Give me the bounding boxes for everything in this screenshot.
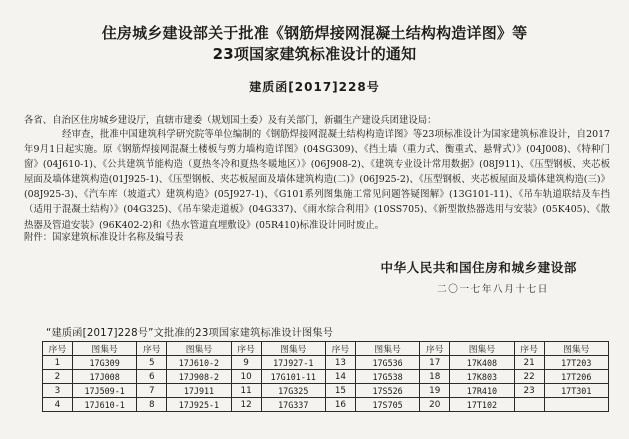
table-row	[43, 384, 609, 398]
seq-cell: 17	[420, 356, 450, 370]
table-header-row	[43, 342, 609, 356]
standards-table	[42, 341, 609, 412]
header-code: 图集号	[167, 342, 231, 356]
header-code: 图集号	[261, 342, 325, 356]
seq-cell: 16	[325, 398, 355, 412]
table-row	[43, 398, 609, 412]
seq-cell: 1	[43, 356, 73, 370]
code-cell: 17J927-1	[261, 356, 325, 370]
header-seq: 序号	[231, 342, 261, 356]
table-row	[43, 356, 609, 370]
code-cell: 17G101-11	[261, 370, 325, 384]
seq-cell: 9	[231, 356, 261, 370]
code-cell: 17S526	[355, 384, 419, 398]
seq-cell: 10	[231, 370, 261, 384]
document-number: 建质函[2017]228号	[249, 80, 380, 94]
seq-cell: 4	[43, 398, 73, 412]
attachment-line: 附件：国家建筑标准设计名称及编号表	[24, 232, 184, 243]
code-cell: 17T206	[544, 370, 608, 384]
seq-cell: 14	[325, 370, 355, 384]
code-cell: 17J008	[72, 370, 136, 384]
code-cell	[544, 398, 608, 412]
addressee: 各省、自治区住房城乡建设厅，直辖市建委（规划国土委）及有关部门，新疆生产建设兵团建设局：	[24, 115, 437, 126]
header-code: 图集号	[544, 342, 608, 356]
seq-cell: 20	[420, 398, 450, 412]
issuing-authority: 中华人民共和国住房和城乡建设部	[380, 260, 577, 275]
seq-cell: 19	[420, 384, 450, 398]
code-cell: 17G309	[72, 356, 136, 370]
seq-cell: 2	[43, 370, 73, 384]
seq-cell: 7	[137, 384, 167, 398]
header-code: 图集号	[450, 342, 514, 356]
seq-cell: 22	[514, 370, 544, 384]
seq-cell: 12	[231, 398, 261, 412]
table-row	[43, 370, 609, 384]
code-cell: 17J925-1	[167, 398, 231, 412]
header-seq: 序号	[43, 342, 73, 356]
code-cell: 17G337	[261, 398, 325, 412]
code-cell: 17J610-1	[72, 398, 136, 412]
seq-cell: 3	[43, 384, 73, 398]
code-cell: 17G536	[355, 356, 419, 370]
code-cell: 17J911	[167, 384, 231, 398]
notice-title	[20, 23, 609, 65]
seq-cell: 21	[514, 356, 544, 370]
title-line-1: 住房城乡建设部关于批准《钢筋焊接网混凝土结构构造详图》等	[101, 24, 528, 42]
body-text: 经审查，批准中国建筑科学研究院等单位编制的《钢筋焊接网混凝土结构构造详图》等23项标准设计为国家建筑标准设计，自2017年9月1日起实施。原《钢筋焊接网混凝土楼板与剪力墙构造详图》(04SG309)、《挡土墙（重力式、衡重式、悬臂式）》(04J008)、《特种门窗》(04J610-1)、《公共建筑节能构造（夏热冬冷和夏热冬暖地区）》(06J908-2)、《建筑专业设计常用数据》(08J911)、《压型钢板、夹芯板屋面及墙体建筑构造(01J925-1)、《压型钢板、夹芯板屋面及墙体建筑构造(二)》(06J925-2)、《压型钢板、夹芯板屋面及墙体建筑构造(三)》(08J925-3)、《汽车库（坡道式）建筑构造》(05J927-1)、《G101系列图集施工常见问题答疑图解》(13G101-11)、《吊车轨道联结及车挡（适用于混凝土结构）》(04G325)、《吊车梁走道板》(04G337)、《雨水综合利用》(10SS705)、《新型散热器选用与安装》(05K405)、《散热器及管道安装》(96K402-2)和《热水管道直埋敷设》(05R410)标准设计同时废止。	[24, 129, 610, 231]
code-cell: 17J610-2	[167, 356, 231, 370]
seq-cell: 18	[420, 370, 450, 384]
seq-cell: 13	[325, 356, 355, 370]
code-cell: 17K408	[450, 356, 514, 370]
header-seq: 序号	[420, 342, 450, 356]
issue-date: 二〇一七年八月十七日	[437, 284, 549, 295]
code-cell: 17T203	[544, 356, 608, 370]
header-seq: 序号	[514, 342, 544, 356]
code-cell: 17K803	[450, 370, 514, 384]
seq-cell: 11	[231, 384, 261, 398]
header-code: 图集号	[355, 342, 419, 356]
table-caption: “建质函[2017]228号”文批准的23项国家建筑标准设计图集号	[46, 328, 334, 339]
code-cell: 17J908-2	[167, 370, 231, 384]
code-cell: 17J509-1	[72, 384, 136, 398]
body-paragraph	[24, 127, 610, 233]
code-cell: 17R410	[450, 384, 514, 398]
code-cell: 17G325	[261, 384, 325, 398]
header-seq: 序号	[325, 342, 355, 356]
code-cell: 17G538	[355, 370, 419, 384]
code-cell: 17S705	[355, 398, 419, 412]
seq-cell: 6	[137, 370, 167, 384]
seq-cell: 15	[325, 384, 355, 398]
code-cell: 17T301	[544, 384, 608, 398]
seq-cell: 8	[137, 398, 167, 412]
title-line-2: 23项国家建筑标准设计的通知	[212, 45, 417, 63]
header-code: 图集号	[72, 342, 136, 356]
code-cell: 17T102	[450, 398, 514, 412]
header-seq: 序号	[137, 342, 167, 356]
seq-cell: 5	[137, 356, 167, 370]
seq-cell	[514, 398, 544, 412]
seq-cell: 23	[514, 384, 544, 398]
